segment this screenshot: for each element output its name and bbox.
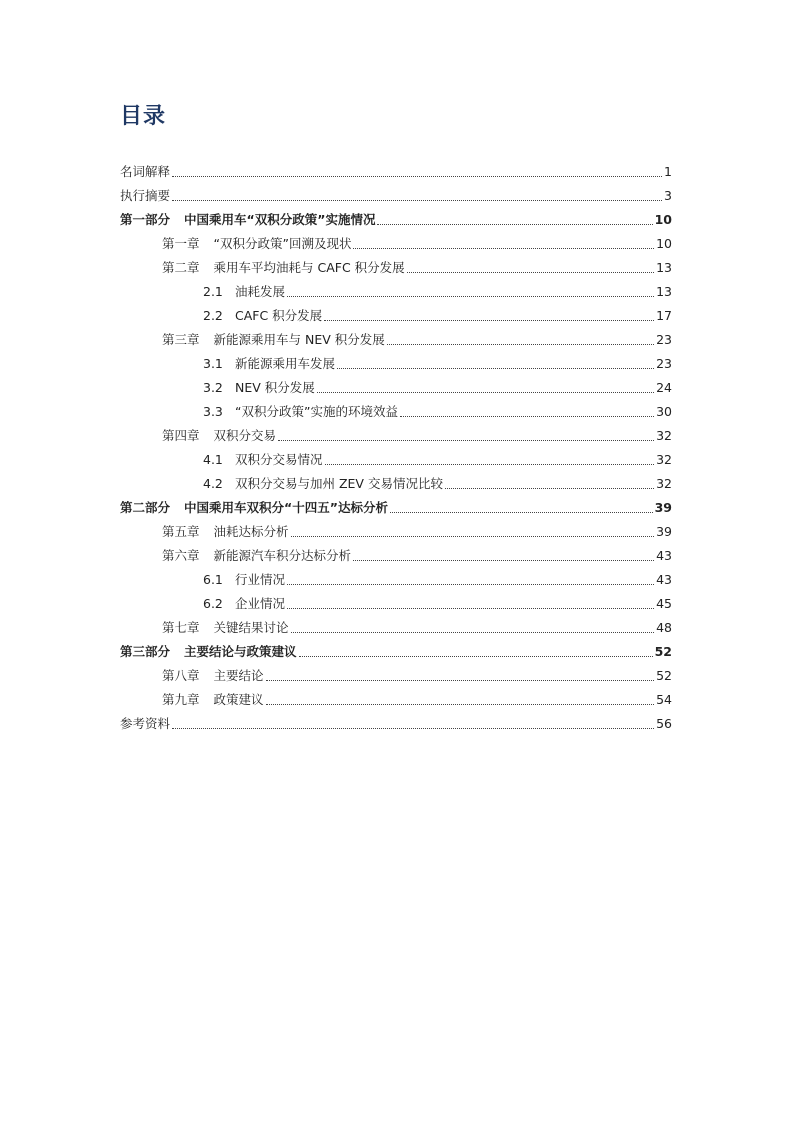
toc-entry-page-number: 23 (656, 356, 672, 371)
toc-entry[interactable] (0, 232, 793, 256)
toc-entry-number: 3.1 (203, 356, 223, 371)
toc-entry-page-number: 48 (656, 620, 672, 635)
dot-leader (291, 535, 655, 537)
toc-entry-number: 2.1 (203, 284, 223, 299)
toc-entry-number: 第三部分 (120, 644, 171, 659)
toc-entry[interactable] (0, 472, 793, 496)
toc-entry-title: 乘用车平均油耗与 CAFC 积分发展 (213, 260, 405, 275)
dot-leader (353, 247, 654, 249)
toc-entry-title: 政策建议 (213, 692, 264, 707)
toc-entry[interactable] (0, 640, 793, 664)
toc-entry-page-number: 39 (654, 500, 672, 515)
toc-entry-number: 第四章 (162, 428, 200, 443)
toc-entry-title: 执行摘要 (120, 188, 171, 203)
dot-leader (445, 487, 654, 489)
toc-entry-title: 新能源乘用车与 NEV 积分发展 (213, 332, 385, 347)
toc-entry-page-number: 32 (656, 476, 672, 491)
toc-entry-page-number: 56 (656, 716, 672, 731)
toc-entry-title: 名词解释 (120, 164, 171, 179)
toc-entry-page-number: 52 (654, 644, 672, 659)
toc-entry[interactable] (0, 256, 793, 280)
toc-entry-row (162, 616, 672, 640)
toc-entry-title: 双积分交易 (213, 428, 277, 443)
toc-entry-title: 双积分交易与加州 ZEV 交易情况比较 (235, 476, 443, 491)
toc-entry[interactable] (0, 544, 793, 568)
toc-entry-row (120, 208, 672, 232)
toc-entry-page-number: 43 (656, 572, 672, 587)
toc-entry-page-number: 43 (656, 548, 672, 563)
toc-entry-title: 主要结论 (213, 668, 264, 683)
toc-entry-row (120, 160, 672, 184)
toc-entry[interactable] (0, 448, 793, 472)
dot-leader (353, 559, 654, 561)
toc-entry-number: 2.2 (203, 308, 223, 323)
toc-entry-number: 6.1 (203, 572, 223, 587)
toc-entry-title: 行业情况 (235, 572, 286, 587)
toc-entry-title: 企业情况 (235, 596, 286, 611)
toc-entry-page-number: 3 (664, 188, 672, 203)
dot-leader (287, 583, 654, 585)
toc-entry[interactable] (0, 688, 793, 712)
toc-entry-number: 6.2 (203, 596, 223, 611)
toc-entry-number: 第二章 (162, 260, 200, 275)
dot-leader (325, 463, 655, 465)
toc-entry-row (203, 304, 672, 328)
toc-entry-number: 第一部分 (120, 212, 171, 227)
toc-entry[interactable] (0, 280, 793, 304)
toc-entry-row (120, 496, 672, 520)
toc-entry-title: 新能源乘用车发展 (235, 356, 336, 371)
toc-entry-number: 第七章 (162, 620, 200, 635)
dot-leader (299, 655, 653, 657)
dot-leader (172, 199, 662, 201)
toc-entry-number: 第八章 (162, 668, 200, 683)
toc-entry-title: 参考资料 (120, 716, 171, 731)
toc-entry-page-number: 10 (654, 212, 672, 227)
toc-entry[interactable] (0, 376, 793, 400)
toc-entry-row (203, 376, 672, 400)
toc-entry-number: 第二部分 (120, 500, 171, 515)
toc-entry-row (162, 232, 672, 256)
toc-entry[interactable] (0, 520, 793, 544)
toc-entry-number: 第九章 (162, 692, 200, 707)
dot-leader (324, 319, 654, 321)
toc-entry-number: 第六章 (162, 548, 200, 563)
toc-entry[interactable] (0, 304, 793, 328)
toc-entry[interactable] (0, 592, 793, 616)
toc-entry-page-number: 52 (656, 668, 672, 683)
toc-entry-row (162, 544, 672, 568)
toc-entry-number: 4.1 (203, 452, 223, 467)
toc-entry-number: 第一章 (162, 236, 200, 251)
toc-entry[interactable] (0, 568, 793, 592)
toc-entry[interactable] (0, 712, 793, 736)
toc-entry-row (203, 448, 672, 472)
toc-entry-page-number: 45 (656, 596, 672, 611)
page-title: 目录 (120, 104, 167, 129)
dot-leader (407, 271, 654, 273)
dot-leader (317, 391, 654, 393)
toc-entry-page-number: 23 (656, 332, 672, 347)
dot-leader (400, 415, 654, 417)
dot-leader (337, 367, 654, 369)
toc-entry-title: “双积分政策”实施的环境效益 (235, 404, 398, 419)
toc-entry[interactable] (0, 160, 793, 184)
dot-leader (266, 703, 655, 705)
toc-entry-page-number: 24 (656, 380, 672, 395)
dot-leader (266, 679, 655, 681)
dot-leader (278, 439, 654, 441)
toc-entry-page-number: 10 (656, 236, 672, 251)
toc-entry-number: 3.2 (203, 380, 223, 395)
toc-entry[interactable] (0, 352, 793, 376)
toc-entry-number: 第五章 (162, 524, 200, 539)
toc-entry-title: 关键结果讨论 (213, 620, 289, 635)
dot-leader (387, 343, 654, 345)
toc-entry-page-number: 13 (656, 260, 672, 275)
dot-leader (377, 223, 652, 225)
dot-leader (390, 511, 653, 513)
toc-entry-row (203, 352, 672, 376)
toc-entry-title: 中国乘用车双积分“十四五”达标分析 (184, 500, 388, 515)
toc-entry-row (162, 424, 672, 448)
toc-entry[interactable] (0, 424, 793, 448)
toc-entry-page-number: 13 (656, 284, 672, 299)
toc-entry-row (203, 472, 672, 496)
toc-entry-row (162, 664, 672, 688)
toc-entry-row (162, 328, 672, 352)
toc-entry-title: “双积分政策”回溯及现状 (213, 236, 352, 251)
toc-entry-row (162, 520, 672, 544)
toc-entry-page-number: 17 (656, 308, 672, 323)
dot-leader (287, 607, 654, 609)
toc-entry-page-number: 1 (664, 164, 672, 179)
toc-entry-page-number: 39 (656, 524, 672, 539)
toc-entry-title: 新能源汽车积分达标分析 (213, 548, 352, 563)
toc-entry[interactable] (0, 664, 793, 688)
toc-entry-title: CAFC 积分发展 (235, 308, 323, 323)
toc-entry-row (120, 640, 672, 664)
toc-entry-page-number: 54 (656, 692, 672, 707)
toc-entry-number: 第三章 (162, 332, 200, 347)
toc-entry[interactable] (0, 616, 793, 640)
toc-entry-title: 主要结论与政策建议 (184, 644, 297, 659)
dot-leader (287, 295, 654, 297)
toc-entry-row (120, 184, 672, 208)
toc-entry-row (162, 256, 672, 280)
toc-entry-row (203, 592, 672, 616)
dot-leader (172, 175, 662, 177)
toc-entry-page-number: 32 (656, 452, 672, 467)
toc-entry-row (203, 280, 672, 304)
toc-entry-title: 油耗达标分析 (213, 524, 289, 539)
dot-leader (172, 727, 654, 729)
toc-entry-row (162, 688, 672, 712)
toc-entry[interactable] (0, 184, 793, 208)
toc-entry[interactable] (0, 400, 793, 424)
dot-leader (291, 631, 655, 633)
toc-entry-number: 3.3 (203, 404, 223, 419)
toc-entry[interactable] (0, 208, 793, 232)
table-of-contents (0, 160, 793, 736)
toc-entry-page-number: 30 (656, 404, 672, 419)
toc-entry-row (203, 568, 672, 592)
toc-entry-title: 双积分交易情况 (235, 452, 323, 467)
toc-entry[interactable] (0, 328, 793, 352)
toc-entry-row (120, 712, 672, 736)
toc-entry-number: 4.2 (203, 476, 223, 491)
toc-entry-page-number: 32 (656, 428, 672, 443)
toc-entry-title: 油耗发展 (235, 284, 286, 299)
toc-entry-title: 中国乘用车“双积分政策”实施情况 (184, 212, 376, 227)
toc-entry-row (203, 400, 672, 424)
toc-entry[interactable] (0, 496, 793, 520)
toc-entry-title: NEV 积分发展 (235, 380, 315, 395)
